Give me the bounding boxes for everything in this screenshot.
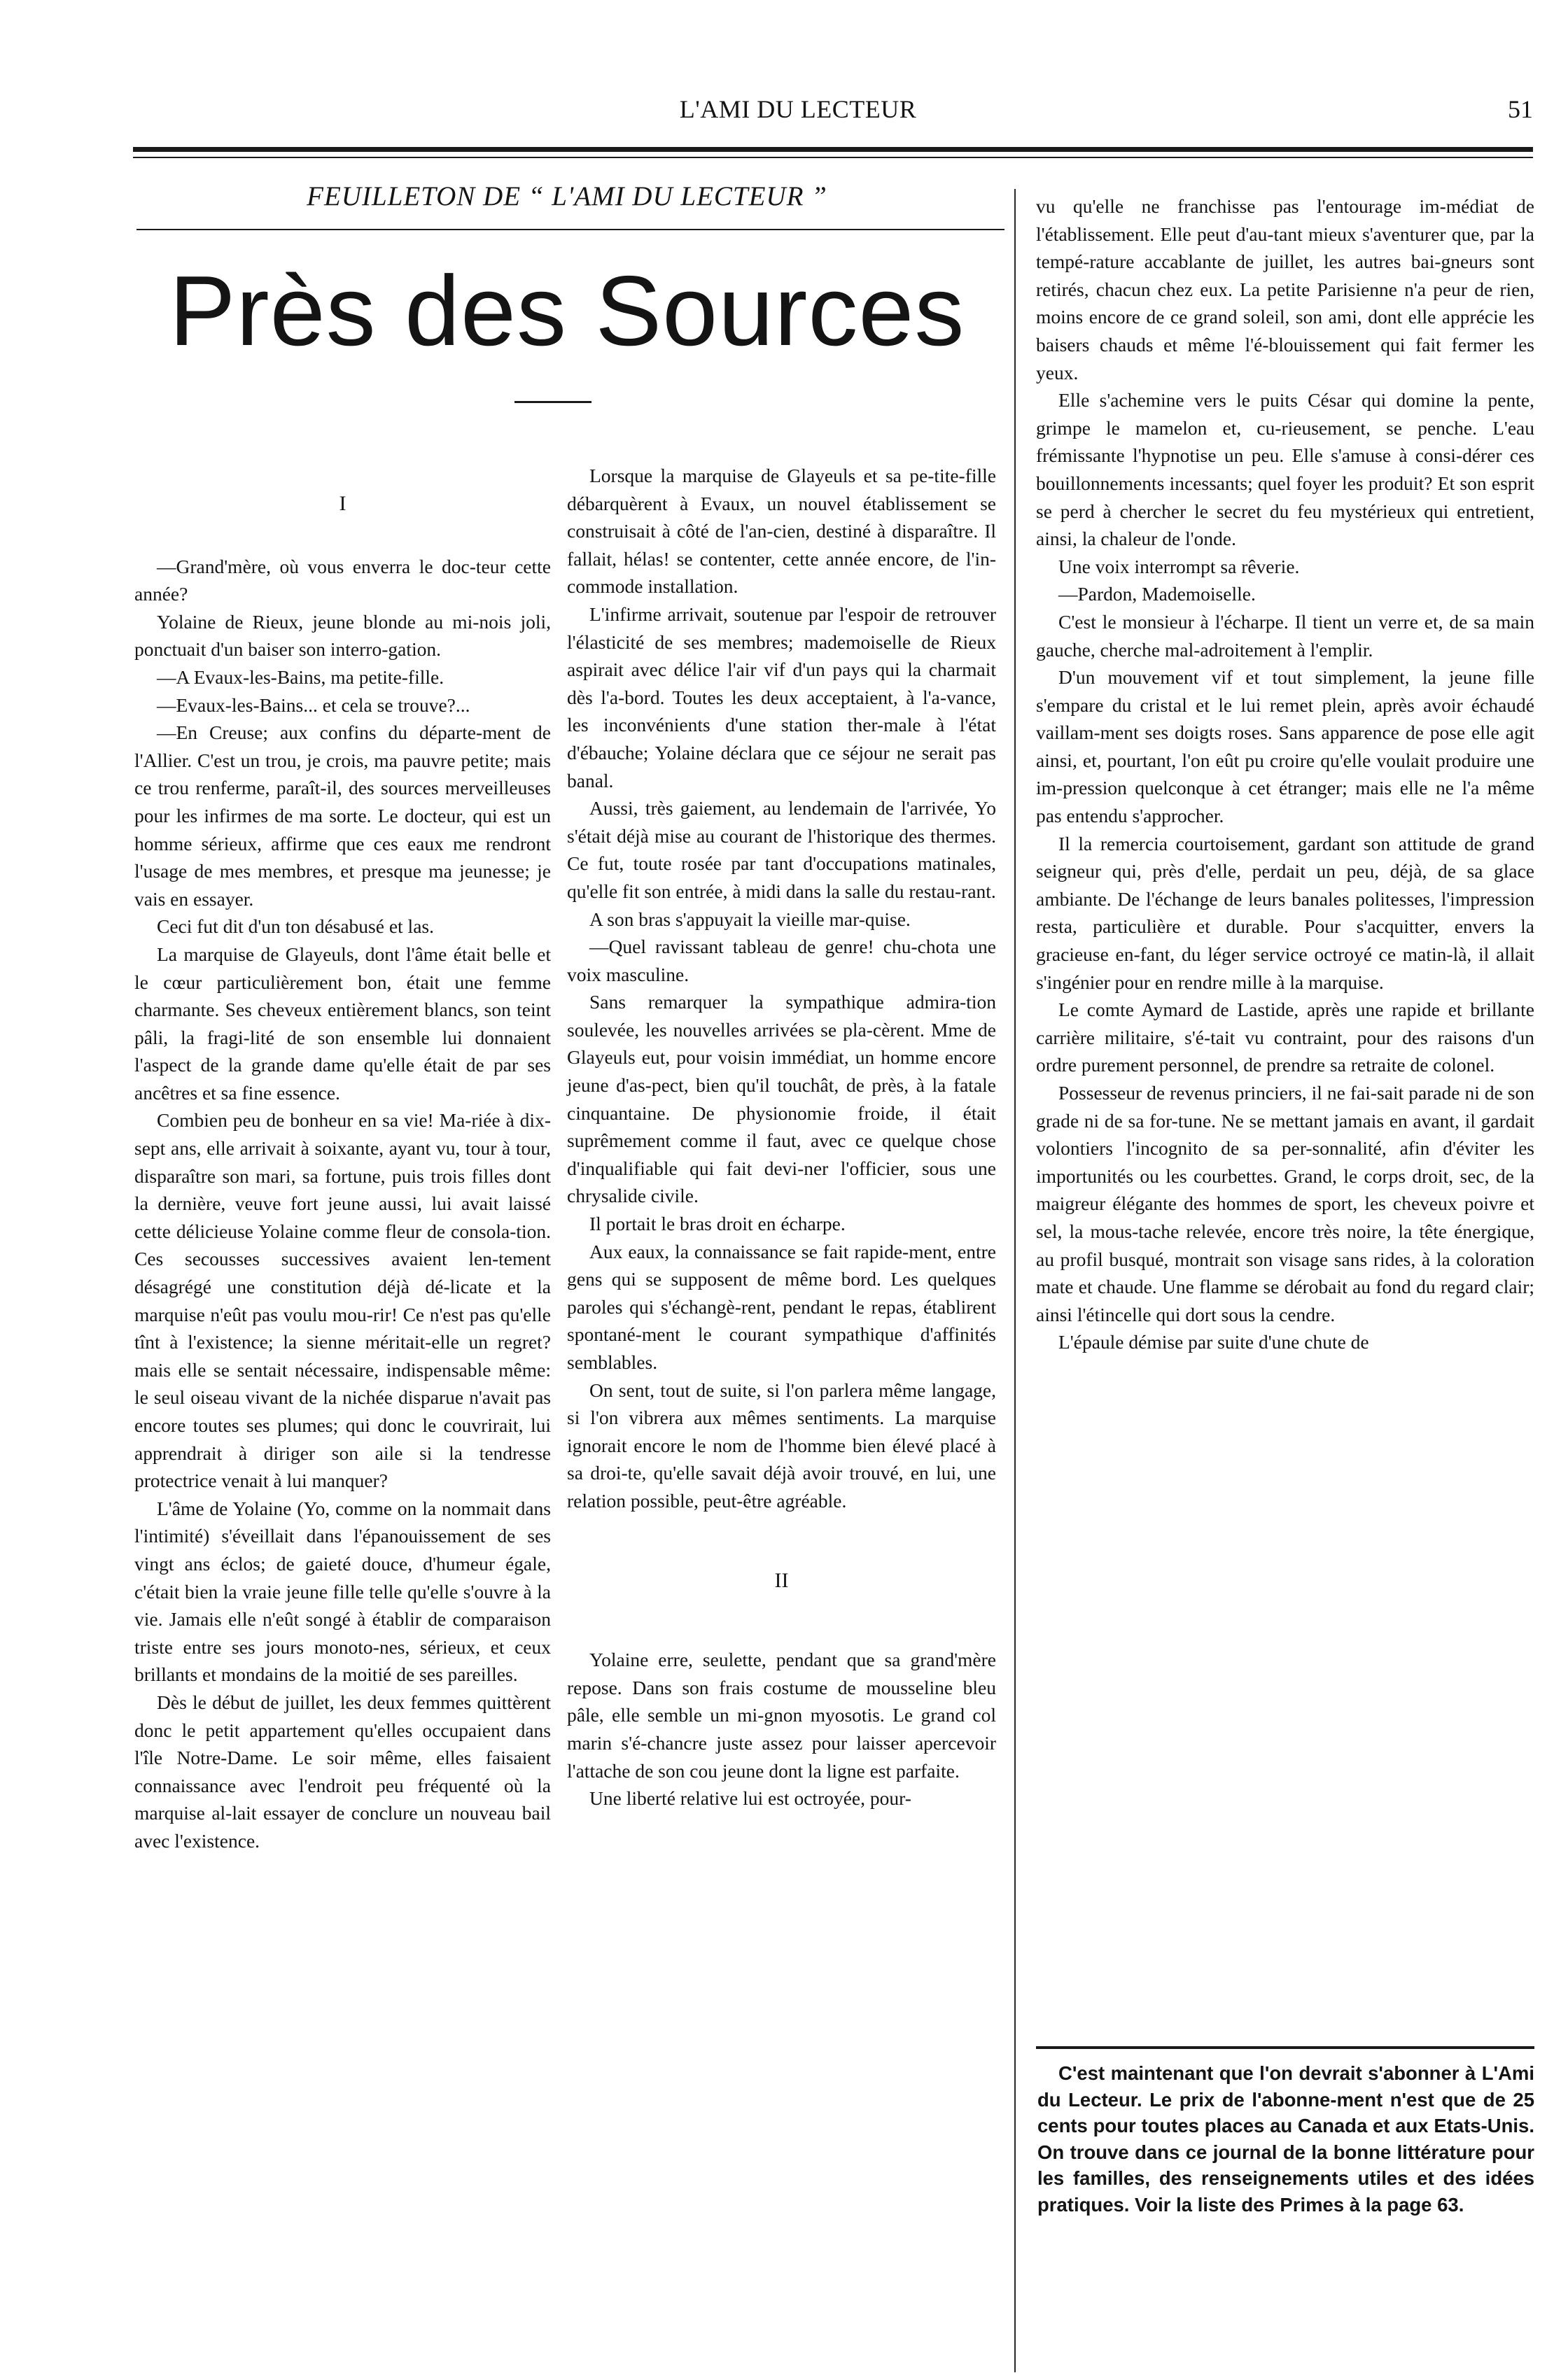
paragraph: Le comte Aymard de Lastide, après une rapide et brillante carrière militaire, s'é-tait vu contraint, pour des raisons d'un ordre purement personnel, de prendre sa retraite de colonel. [1036, 999, 1534, 1076]
paragraph: La marquise de Glayeuls, dont l'âme était belle et le cœur particulièrement bon, était une femme charmante. Ses cheveux entièrement blancs, son teint pâli, la fragi-lité de son ensemble lui donnaient l'aspect de la grande dame qu'elle était de par ses ancêtres et sa fine essence. [134, 943, 551, 1104]
paragraph: On sent, tout de suite, si l'on parlera même langage, si l'on vibrera aux mêmes sentiments. La marquise ignorait encore le nom de l'homme bien élevé placé à sa droi-te, qu'elle savait déjà avoir trouvé, en lui, une relation possible, peut-être agréable. [567, 1379, 996, 1512]
paragraph: Une liberté relative lui est octroyée, pour- [589, 1787, 911, 1810]
column-divider [1014, 189, 1016, 2372]
paragraph: Dès le début de juillet, les deux femmes quittèrent donc le petit appartement qu'elles occupaient dans l'île Notre-Dame. Le soir même, elles faisaient connaissance avec l'endroit peu fréquenté où la marquise al-lait essayer de conclure un nouveau bail avec l'existence. [134, 1691, 551, 1852]
paragraph: Ceci fut dit d'un ton désabusé et las. [157, 915, 434, 938]
column-3 [1036, 192, 1534, 1356]
subscription-notice [1037, 2060, 1534, 2218]
paragraph: L'infirme arrivait, soutenue par l'espoir de retrouver l'élasticité de ses membres; mademoiselle de Rieux aspirait avec délice l'air vif d'un pays qui la charmait dès l'a-bord. Toutes les deux acceptaient, à l'a-vance, les inconvénients d'une station ther-male à l'état d'ébauche; Yolaine déclara que ce séjour ne serait pas banal. [567, 603, 996, 791]
section-number: I [339, 492, 346, 515]
header-rule-thick [133, 147, 1533, 152]
paragraph: A son bras s'appuyait la vieille mar-quise. [589, 908, 911, 930]
paragraph: —Pardon, Mademoiselle. [1058, 583, 1256, 605]
notice-rule [1036, 2046, 1534, 2049]
paragraph: —Evaux-les-Bains... et cela se trouve?... [157, 693, 470, 716]
notice-text: C'est maintenant que l'on devrait s'abonner à L'Ami du Lecteur. Le prix de l'abonne-ment n'est que de 25 cents pour toutes places au Canada et aux Etats-Unis. On trouve dans ce journal de la bonne littérature pour les familles, des renseignements utiles et des idées pratiques. Voir la liste des Primes à la page 63. [1037, 2062, 1534, 2216]
section-number: II [774, 1568, 789, 1592]
paragraph: L'âme de Yolaine (Yo, comme on la nommait dans l'intimité) s'éveillait dans l'épanouissement de ses vingt ans éclos; de gaieté douce, d'humeur égale, c'était bien la vraie jeune fille telle qu'elle s'ouvre à la vie. Jamais elle n'eût songé à établir de comparaison triste entre ses jours monoto-nes, sérieux, et ceux brillants et mondains de la moitié de ses pareilles. [134, 1497, 551, 1686]
paragraph: D'un mouvement vif et tout simplement, la jeune fille s'empare du cristal et le lui remet plein, après avoir échaudé vaillam-ment ses doigts roses. Sans apparence de pose elle agit ainsi, et, pourtant, l'on eût pu croire qu'elle voulait produire une im-pression quelconque à cet étranger; mais elle ne l'a même pas entendu s'approcher. [1036, 666, 1534, 827]
paragraph: Elle s'achemine vers le puits César qui domine la pente, grimpe le mamelon et, cu-rieusement, se penche. L'eau frémissante l'hypnotise un peu. Elle s'amuse à consi-dérer ces bouillonnements incessants; quel foyer les produit? Et son esprit se perd à chercher le secret du feu mystérieux qui entretient, ainsi, la chaleur de l'onde. [1036, 389, 1534, 550]
running-header: L'AMI DU LECTEUR [679, 95, 917, 123]
header-rule-thin [133, 157, 1533, 158]
paragraph: —En Creuse; aux confins du départe-ment de l'Allier. C'est un trou, je crois, ma pauvre petite; mais ce trou renferme, paraît-il, des sources merveilleuses pour les infirmes de ma sorte. Le docteur, qui est un homme sérieux, affirme que ces eaux me rendront l'usage de mes membres, et presque ma jeunesse; je vais en essayer. [134, 721, 551, 910]
paragraph: —A Evaux-les-Bains, ma petite-fille. [157, 666, 444, 688]
paragraph: Il portait le bras droit en écharpe. [589, 1213, 846, 1235]
paragraph: Aux eaux, la connaissance se fait rapide-ment, entre gens qui se supposent de même bord. Les quelques paroles qui s'échangè-rent, pendant le repas, établirent spontané-ment le courant sympathique d'affinités semblables. [567, 1240, 996, 1373]
paragraph: Yolaine erre, seulette, pendant que sa grand'mère repose. Dans son frais costume de mousseline bleu pâle, elle semble un mi-gnon myosotis. Le grand col marin s'é-chancre juste assez pour laisser apercevoir l'attache de son cou jeune dont la ligne est parfaite. [567, 1649, 996, 1782]
feuilleton-heading: FEUILLETON DE “ L'AMI DU LECTEUR ” [307, 181, 827, 211]
title-divider [514, 401, 592, 403]
paragraph: Yolaine de Rieux, jeune blonde au mi-nois joli, ponctuait d'un baiser son interro-gation. [134, 610, 551, 661]
story-title: Près des Sources [169, 255, 965, 367]
paragraph: Aussi, très gaiement, au lendemain de l'arrivée, Yo s'était déjà mise au courant de l'historique des thermes. Ce fut, toute rosée par tant d'occupations matinales, qu'elle fit son entrée, à midi dans la salle du restau-rant. [567, 797, 996, 902]
paragraph: C'est le monsieur à l'écharpe. Il tient un verre et, de sa main gauche, cherche mal-adroitement à l'emplir. [1036, 610, 1534, 661]
paragraph: —Quel ravissant tableau de genre! chu-chota une voix masculine. [567, 936, 996, 985]
feuilleton-rule [136, 229, 1004, 230]
column-2 [567, 462, 996, 1812]
page-number: 51 [1508, 95, 1533, 123]
paragraph: Lorsque la marquise de Glayeuls et sa pe-tite-fille débarquèrent à Evaux, un nouvel établissement se construisait à côté de l'an-cien, destiné à disparaître. Il fallait, hélas! se contenter, cette année encore, de l'in-commode installation. [567, 465, 996, 598]
column-1 [134, 490, 551, 1855]
paragraph: Possesseur de revenus princiers, il ne fai-sait parade ni de son grade ni de sa for-tune. Ne se mettant jamais en avant, il gardait volontiers l'incognito de sa per-sonnalité, afin d'éviter les importunités ou les courbettes. Grand, le corps droit, sec, de la maigreur élégante des hommes de sport, les cheveux poivre et sel, la mous-tache relevée, encore très noire, la tête énergique, au profil busqué, montrait son visage sans rides, à la coloration mate et chaude. Une flamme se dérobait au fond du regard clair; ainsi l'étincelle qui dort sous la cendre. [1036, 1082, 1534, 1325]
paragraph: Il la remercia courtoisement, gardant son attitude de grand seigneur qui, près d'elle, perdait un peu, déjà, de sa glace ambiante. De l'échange de leurs banales politesses, l'impression resta, particulière et durable. Pour s'acquitter, envers la gracieuse en-fant, du léger service octroyé ce matin-là, il allait s'ingénier pour en rendre mille à la marquise. [1036, 832, 1534, 993]
paragraph: L'épaule démise par suite d'une chute de [1058, 1331, 1369, 1353]
paragraph: —Grand'mère, où vous enverra le doc-teur cette année? [134, 555, 551, 605]
paragraph: Sans remarquer la sympathique admira-tion soulevée, les nouvelles arrivées se pla-cèrent. Mme de Glayeuls eut, pour voisin immédiat, un homme encore jeune d'as-pect, bien qu'il touchât, de près, à la fatale cinquantaine. De physionomie froide, il était suprêmement comme il faut, avec ce quelque chose d'inqualifiable qui fait devi-ner l'officier, sous une chrysalide civile. [567, 991, 996, 1207]
paragraph: vu qu'elle ne franchisse pas l'entourage im-médiat de l'établissement. Elle peut d'au-tant mieux s'aventurer que, par la tempé-rature accablante de juillet, les autres bai-gneurs sont retirés, chacun chez eux. La petite Parisienne n'a peur de rien, moins encore de ce grand soleil, son ami, dont elle apprécie les baisers chauds et même l'é-blouissement qui fait fermer les yeux. [1036, 195, 1534, 383]
paragraph: Une voix interrompt sa rêverie. [1058, 555, 1300, 577]
paragraph: Combien peu de bonheur en sa vie! Ma-riée à dix-sept ans, elle arrivait à soixante, ayant vu, tour à tour, disparaître son mari, sa fortune, puis trois filles dont la dernière, veuve fort jeune aussi, lui avait laissé cette délicieuse Yolaine comme fleur de consola-tion. Ces secousses successives avaient len-tement désagrégé une constitution déjà dé-licate et la marquise n'eût pas voulu mou-rir! Ce n'est pas qu'elle tînt à l'existence; la sienne méritait-elle un regret? mais elle se sentait nécessaire, indispensable même: le seul oiseau vivant de la nichée disparue n'avait pas encore toutes ses plumes; qui donc le couvrirait, lui apprendrait à diriger son aile si la tendresse protectrice venait à lui manquer? [134, 1109, 551, 1492]
